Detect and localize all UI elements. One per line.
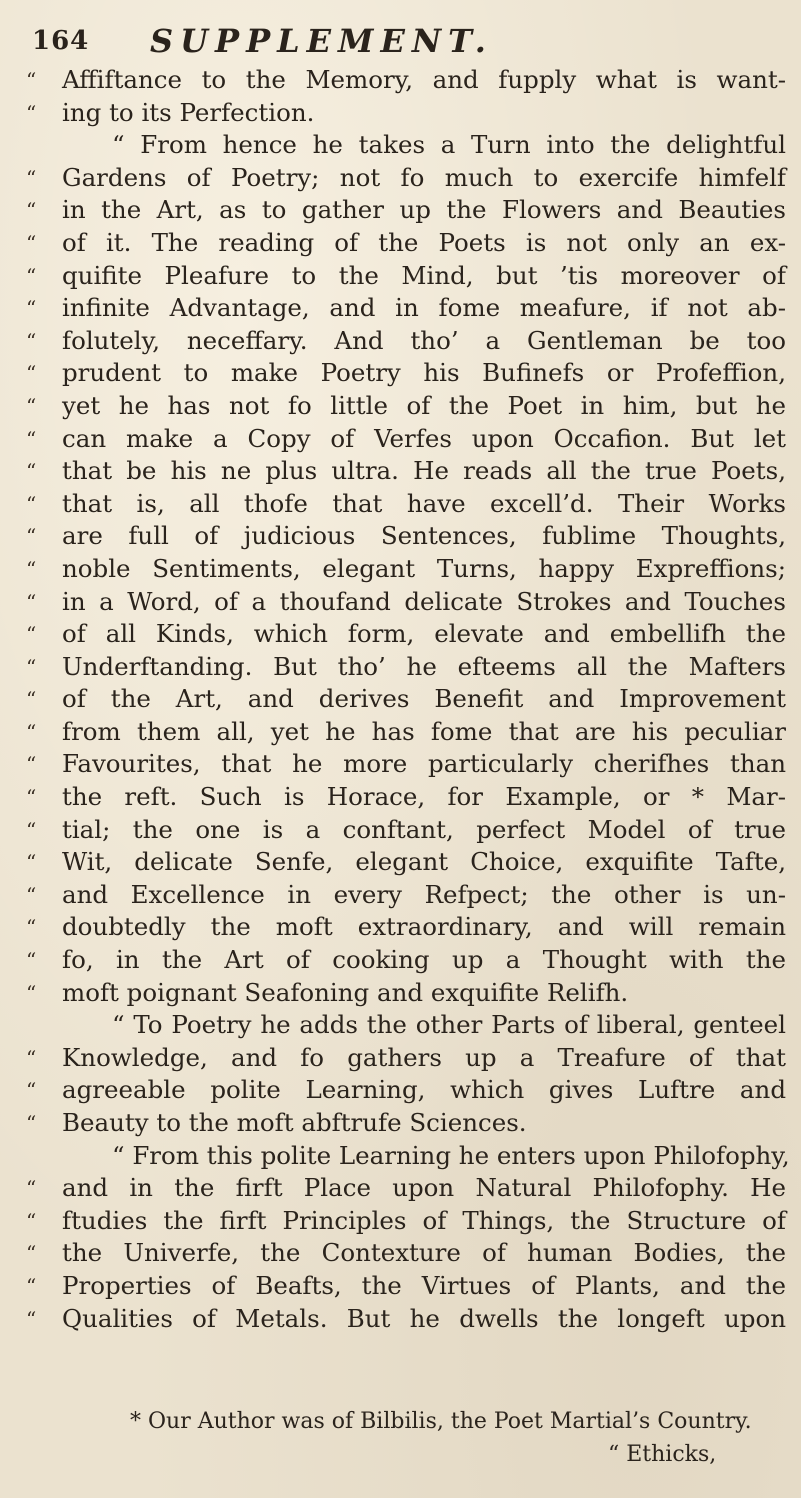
quote-mark: “	[26, 752, 37, 777]
page-number: 164	[32, 26, 90, 56]
line-text: ftudies the firft Principles of Things, the Structure of	[62, 1205, 786, 1235]
text-line	[26, 520, 786, 553]
quote-mark: “	[26, 1045, 37, 1070]
line-text: “ From this polite Learning he enters upon Philofophy,	[112, 1140, 790, 1170]
line-text: Beauty to the moft abftrufe Sciences.	[62, 1108, 527, 1137]
line-text: in the Art, as to gather up the Flowers and Beauties	[62, 195, 786, 225]
text-line	[26, 292, 786, 325]
text-line	[26, 260, 786, 293]
text-line	[26, 1205, 786, 1238]
quote-mark: “	[26, 1306, 37, 1331]
line-text: are full of judicious Sentences, fublime Thoughts,	[62, 521, 786, 551]
text-line	[26, 1237, 786, 1270]
line-text: infinite Advantage, and in fome meafure, if not ab-	[62, 293, 786, 323]
text-line	[26, 716, 786, 749]
text-line	[26, 64, 786, 97]
quote-mark: “	[26, 1241, 37, 1266]
line-text: “ To Poetry he adds the other Parts of liberal, genteel	[112, 1010, 786, 1040]
text-line	[26, 586, 786, 619]
line-text: noble Sentiments, elegant Turns, happy Expreffions;	[62, 553, 786, 583]
line-text: of it. The reading of the Poets is not only an ex-	[62, 227, 786, 257]
text-line	[26, 1074, 786, 1107]
quote-mark: “	[26, 556, 37, 581]
quote-mark: “	[26, 361, 37, 386]
line-text: Wit, delicate Senfe, elegant Choice, exquifite Tafte,	[62, 847, 786, 877]
quote-mark: “	[26, 785, 37, 810]
line-text: fo, in the Art of cooking up a Thought with the	[62, 945, 786, 975]
quote-mark: “	[26, 230, 37, 255]
line-text: Gardens of Poetry; not fo much to exercife himfelf	[62, 162, 786, 192]
quote-mark: “	[26, 980, 37, 1005]
text-line	[26, 357, 786, 390]
quote-mark: “	[26, 622, 37, 647]
line-text: in a Word, of a thoufand delicate Strokes and Touches	[62, 586, 786, 616]
quote-mark: “	[26, 1176, 37, 1201]
quote-mark: “	[26, 100, 37, 125]
quote-mark: “	[26, 198, 37, 223]
line-text: of all Kinds, which form, elevate and embellifh the	[62, 619, 786, 649]
quote-mark: “	[26, 426, 37, 451]
text-line	[26, 97, 786, 130]
text-line	[26, 911, 786, 944]
line-text: and Excellence in every Refpect; the other is un-	[62, 879, 786, 909]
line-text: yet he has not fo little of the Poet in him, but he	[62, 390, 786, 420]
text-line	[26, 1172, 786, 1205]
text-line	[26, 1270, 786, 1303]
running-head: SUPPLEMENT.	[150, 22, 493, 60]
quote-mark: “	[26, 850, 37, 875]
quote-mark: “	[26, 915, 37, 940]
quote-mark: “	[26, 882, 37, 907]
text-line	[26, 651, 786, 684]
line-text: “ From hence he takes a Turn into the delightful	[112, 130, 786, 160]
line-text: of the Art, and derives Benefit and Improvement	[62, 684, 786, 714]
quote-mark: “	[26, 393, 37, 418]
text-line	[26, 814, 786, 847]
paragraph-start-line	[26, 1140, 790, 1173]
quote-mark: “	[26, 328, 37, 353]
text-line	[26, 618, 786, 651]
quote-mark: “	[26, 719, 37, 744]
text-line	[26, 748, 786, 781]
text-line	[26, 162, 786, 195]
page-header	[32, 22, 771, 62]
line-text: the Univerfe, the Contexture of human Bodies, the	[62, 1238, 786, 1268]
quote-mark: “	[26, 654, 37, 679]
text-line	[26, 846, 786, 879]
text-line	[26, 553, 786, 586]
catchword: “ Ethicks,	[608, 1442, 717, 1467]
text-line	[26, 488, 786, 521]
text-line	[26, 879, 786, 912]
quote-mark: “	[26, 1273, 37, 1298]
text-line	[26, 390, 786, 423]
text-line	[26, 977, 786, 1010]
line-text: quifite Pleafure to the Mind, but ’tis moreover of	[62, 260, 786, 290]
quote-mark: “	[26, 68, 37, 92]
quote-mark: “	[26, 1111, 37, 1135]
text-line	[26, 325, 786, 358]
quote-mark: “	[26, 165, 37, 190]
text-line	[26, 227, 786, 260]
text-line	[26, 1042, 786, 1075]
footnote: * Our Author was of Bilbilis, the Poet Martial’s Country.	[130, 1409, 752, 1434]
line-text: Properties of Beafts, the Virtues of Plants, and the	[62, 1270, 786, 1300]
line-text: agreeable polite Learning, which gives Luftre and	[62, 1075, 786, 1105]
quote-mark: “	[26, 1208, 37, 1233]
text-line	[26, 944, 786, 977]
line-text: Underftanding. But tho’ he efteems all the Mafters	[62, 651, 786, 681]
quote-mark: “	[26, 491, 37, 516]
quote-mark: “	[26, 687, 37, 712]
line-text: Favourites, that he more particularly cherifhes than	[62, 749, 786, 779]
line-text: Knowledge, and fo gathers up a Treafure of that	[62, 1042, 786, 1072]
line-text: the reft. Such is Horace, for Example, or * Mar-	[62, 782, 786, 812]
quote-mark: “	[26, 948, 37, 973]
quote-mark: “	[26, 459, 37, 484]
quote-mark: “	[26, 296, 37, 321]
line-text: folutely, neceffary. And tho’ a Gentleman be too	[62, 325, 786, 355]
line-text: Affiftance to the Memory, and fupply what is want-	[62, 65, 786, 94]
quote-mark: “	[26, 524, 37, 549]
paragraph-start-line	[26, 1009, 786, 1042]
line-text: prudent to make Poetry his Bufinefs or Profeffion,	[62, 358, 786, 388]
body-text	[26, 64, 790, 1335]
line-text: Qualities of Metals. But he dwells the longeft upon	[62, 1303, 786, 1333]
line-text: from them all, yet he has fome that are his peculiar	[62, 716, 786, 746]
text-line	[26, 423, 786, 456]
line-text: that is, all thofe that have excell’d. Their Works	[62, 488, 786, 518]
line-text: can make a Copy of Verfes upon Occafion. But let	[62, 423, 786, 453]
line-text: doubtedly the moft extraordinary, and will remain	[62, 912, 786, 942]
quote-mark: “	[26, 263, 37, 288]
line-text: that be his ne plus ultra. He reads all the true Poets,	[62, 456, 786, 486]
paragraph-start-line	[26, 129, 786, 162]
quote-mark: “	[26, 1078, 37, 1103]
text-line	[26, 683, 786, 716]
text-line	[26, 194, 786, 227]
line-text: tial; the one is a conftant, perfect Model of true	[62, 814, 786, 844]
line-text: moft poignant Seafoning and exquifite Relifh.	[62, 977, 629, 1007]
line-text: and in the firft Place upon Natural Philofophy. He	[62, 1173, 786, 1203]
quote-mark: “	[26, 817, 37, 842]
text-line	[26, 1107, 786, 1140]
line-text: ing to its Perfection.	[62, 97, 315, 127]
text-line	[26, 1303, 786, 1336]
text-line	[26, 455, 786, 488]
text-line	[26, 781, 786, 814]
quote-mark: “	[26, 589, 37, 614]
